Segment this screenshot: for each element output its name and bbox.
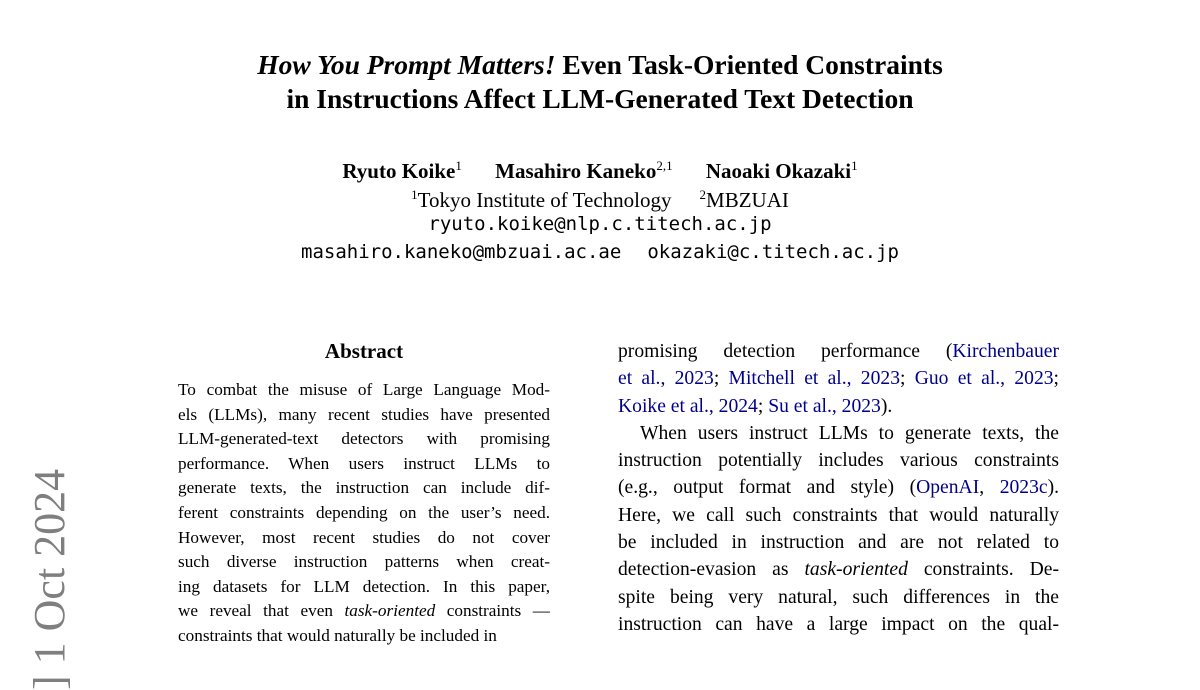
arxiv-stamp-text: ] 1 Oct 2024	[25, 468, 74, 690]
email-address[interactable]: ryuto.koike@nlp.c.titech.ac.jp	[428, 213, 772, 235]
body-line: spite being very natural, such differences in the	[618, 586, 1059, 608]
citation-link[interactable]: Mitchell et al., 2023	[728, 368, 900, 390]
citation-link[interactable]: et al., 2023	[618, 368, 714, 390]
body-line: promising detection performance (Kirchenbauer	[618, 341, 1059, 362]
email-line-2	[0, 238, 1200, 266]
author: Naoaki Okazaki$^1$	[705, 158, 858, 183]
body-line: detection-evasion as task-oriented constraints. De-	[618, 559, 1059, 581]
abstract-line: LLM-generated-text detectors with promising	[178, 429, 550, 449]
citation-link[interactable]: Kirchenbauer	[952, 341, 1059, 362]
citation-link[interactable]: OpenAI	[916, 477, 980, 499]
affiliation-sup: 1	[411, 187, 418, 202]
body-line: When users instruct LLMs to generate texts, the	[640, 422, 1059, 444]
abstract-line: ing datasets for LLM detection. In this paper,	[178, 576, 550, 596]
abstract-line: performance. When users instruct LLMs to	[178, 453, 550, 473]
abstract-heading: Abstract	[324, 339, 404, 363]
abstract-line: generate texts, the instruction can include dif-	[178, 478, 550, 498]
abstract-line: constraints that would naturally be included in	[178, 625, 497, 645]
body-line: instruction potentially includes various constraints	[618, 450, 1059, 472]
title-italic: How You Prompt Matters!	[257, 49, 556, 80]
title-rest: Even Task-Oriented Constraints	[555, 49, 943, 80]
affiliation-sup: 2	[699, 187, 707, 202]
abstract-line: els (LLMs), many recent studies have presented	[178, 404, 550, 424]
body-line: et al., 2023; Mitchell et al., 2023; Guo et al., 2023;	[618, 368, 1059, 390]
abstract-line: However, most recent studies do not cover	[178, 527, 550, 547]
affiliation: MBZUAI	[706, 188, 789, 212]
abstract-line: ferent constraints depending on the user’s need.	[178, 502, 550, 522]
arxiv-stamp	[25, 430, 78, 690]
body-line: Here, we call such constraints that would naturally	[618, 504, 1059, 526]
author: Masahiro Kaneko$^{2,1}$	[495, 158, 673, 183]
abstract-line: To combat the misuse of Large Language Mod-	[178, 380, 550, 399]
citation-link[interactable]: Guo et al., 2023	[914, 368, 1054, 390]
citation-link[interactable]: Su et al., 2023	[768, 395, 881, 417]
body-column-right	[618, 338, 1059, 638]
email-address[interactable]: okazaki@c.titech.ac.jp	[647, 241, 899, 263]
paper-title	[0, 48, 1200, 116]
title-line-1	[0, 48, 1200, 82]
body-line: (e.g., output format and style) (OpenAI, 2023c).	[618, 477, 1060, 499]
abstract-line: we reveal that even task-oriented constraints —	[178, 601, 550, 621]
citation-link[interactable]: Koike et al., 2024	[618, 395, 758, 417]
body-line: Koike et al., 2024; Su et al., 2023).	[618, 395, 893, 417]
author: Ryuto Koike$^1$	[342, 158, 462, 183]
title-line-2: in Instructions Affect LLM-Generated Text Detection	[286, 83, 914, 114]
email-address[interactable]: masahiro.kaneko@mbzuai.ac.ae	[301, 241, 622, 263]
citation-link[interactable]: 2023c	[999, 477, 1048, 499]
body-line: instruction can have a large impact on the qual-	[618, 613, 1059, 635]
abstract-body	[178, 378, 550, 649]
body-line: be included in instruction and are not related to	[618, 532, 1059, 554]
email-line-1	[0, 210, 1200, 238]
abstract-line: such diverse instruction patterns when creat-	[178, 552, 550, 572]
affiliation: Tokyo Institute of Technology	[417, 188, 672, 212]
